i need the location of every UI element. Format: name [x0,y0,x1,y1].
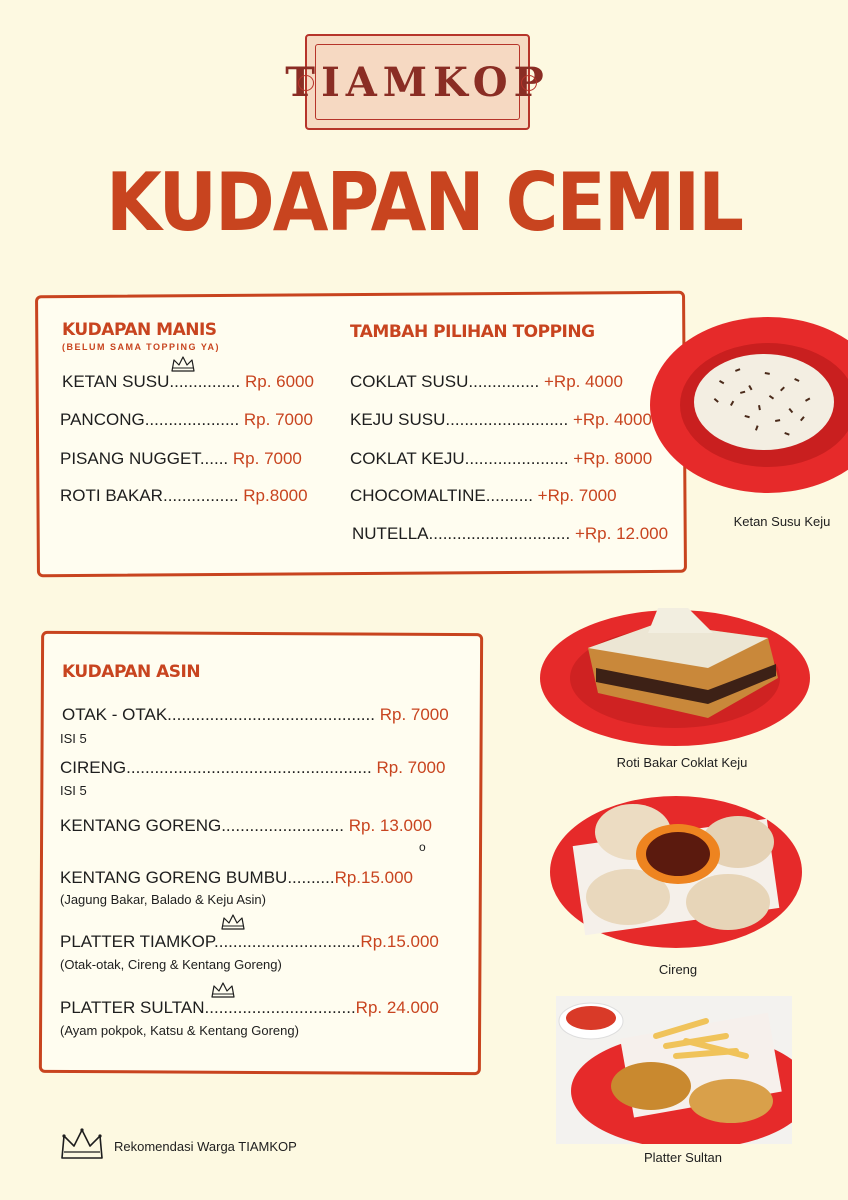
brand-name: TIAMKOP [285,58,550,106]
item-dots: ...................... [464,449,569,468]
photo-caption: Platter Sultan [643,1150,723,1165]
menu-item [60,449,302,469]
menu-item [60,758,445,778]
menu-item [60,486,308,506]
item-dots: .................... [144,410,240,429]
item-name: CHOCOMALTINE [350,486,486,505]
item-name: COKLAT SUSU [350,372,469,391]
topping-item [350,449,652,469]
item-name: NUTELLA [352,524,429,543]
item-price: Rp. 7000 [232,449,302,468]
item-description: (Jagung Bakar, Balado & Keju Asin) [60,892,266,907]
cireng-photo [548,792,804,950]
item-dots: ...... [199,449,229,468]
item-name: KENTANG GORENG [60,816,222,835]
item-name: PANCONG [60,410,145,429]
item-price: Rp. 13.000 [348,816,432,835]
recommended-crown-icon [170,355,196,373]
item-price: Rp. 7000 [243,410,313,429]
manis-heading: KUDAPAN MANIS [62,320,217,340]
photo-caption: Cireng [658,962,698,977]
item-name: KEJU SUSU [350,410,446,429]
item-description: (Otak-otak, Cireng & Kentang Goreng) [60,957,282,972]
item-dots: .......... [485,486,533,505]
item-dots: ............................................ [167,705,375,724]
item-dots: ............................... [214,932,361,951]
item-price: +Rp. 4000 [544,372,623,391]
topping-item [352,524,668,544]
item-price: Rp. 7000 [379,705,449,724]
item-dots: .......................... [445,410,569,429]
menu-item [60,932,439,952]
item-dots: .................................................... [126,758,372,777]
photo-caption: Ketan Susu Keju [733,514,831,529]
asin-heading: KUDAPAN ASIN [62,662,201,682]
item-price: Rp. 6000 [244,372,314,391]
recommended-crown-icon [58,1126,106,1162]
topping-item [350,410,652,430]
item-name: CIRENG [60,758,127,777]
item-price: Rp.15.000 [360,932,439,951]
item-dots: ............... [169,372,241,391]
item-dots: ................................ [204,998,356,1017]
topping-heading: TAMBAH PILIHAN TOPPING [350,322,595,342]
menu-item [60,816,432,836]
topping-item [350,372,623,392]
item-name: KETAN SUSU [62,372,170,391]
manis-note: (BELUM SAMA TOPPING YA) [62,342,221,352]
item-dots: .......................... [221,816,345,835]
item-name: KENTANG GORENG BUMBU [60,868,288,887]
item-dots: .......... [287,868,335,887]
stray-mark: o [419,840,426,854]
item-description: (Ayam pokpok, Katsu & Kentang Goreng) [60,1023,299,1038]
photo-caption: Roti Bakar Coklat Keju [616,755,748,770]
roti-bakar-photo [538,598,812,748]
item-price: Rp.8000 [243,486,308,505]
item-name: ROTI BAKAR [60,486,163,505]
menu-item [62,705,449,725]
item-name: PISANG NUGGET [60,449,200,468]
item-dots: ................ [162,486,239,505]
page-title: KUDAPAN CEMIL [105,154,743,250]
ketan-susu-keju-photo [640,310,848,500]
recommended-crown-icon [220,913,246,931]
item-name: OTAK - OTAK [62,705,168,724]
platter-sultan-photo [556,996,792,1144]
item-description: ISI 5 [60,731,87,746]
menu-item [60,868,413,888]
item-name: COKLAT KEJU [350,449,465,468]
footer-legend: Rekomendasi Warga TIAMKOP [114,1139,297,1154]
item-description: ISI 5 [60,783,87,798]
recommended-crown-icon [210,981,236,999]
item-price: +Rp. 12.000 [574,524,669,543]
item-price: Rp.15.000 [334,868,414,887]
item-name: PLATTER TIAMKOP [60,932,214,951]
item-price: Rp. 24.000 [355,998,439,1017]
item-price: Rp. 7000 [376,758,446,777]
item-name: PLATTER SULTAN [60,998,205,1017]
brand-logo [285,34,550,130]
menu-item [60,410,313,430]
item-dots: ............... [468,372,540,391]
menu-item [62,372,314,392]
item-dots: .............................. [428,524,571,543]
item-price: +Rp. 7000 [537,486,617,505]
topping-item [350,486,617,506]
menu-item [60,998,439,1018]
item-price: +Rp. 8000 [573,449,653,468]
item-price: +Rp. 4000 [572,410,652,429]
